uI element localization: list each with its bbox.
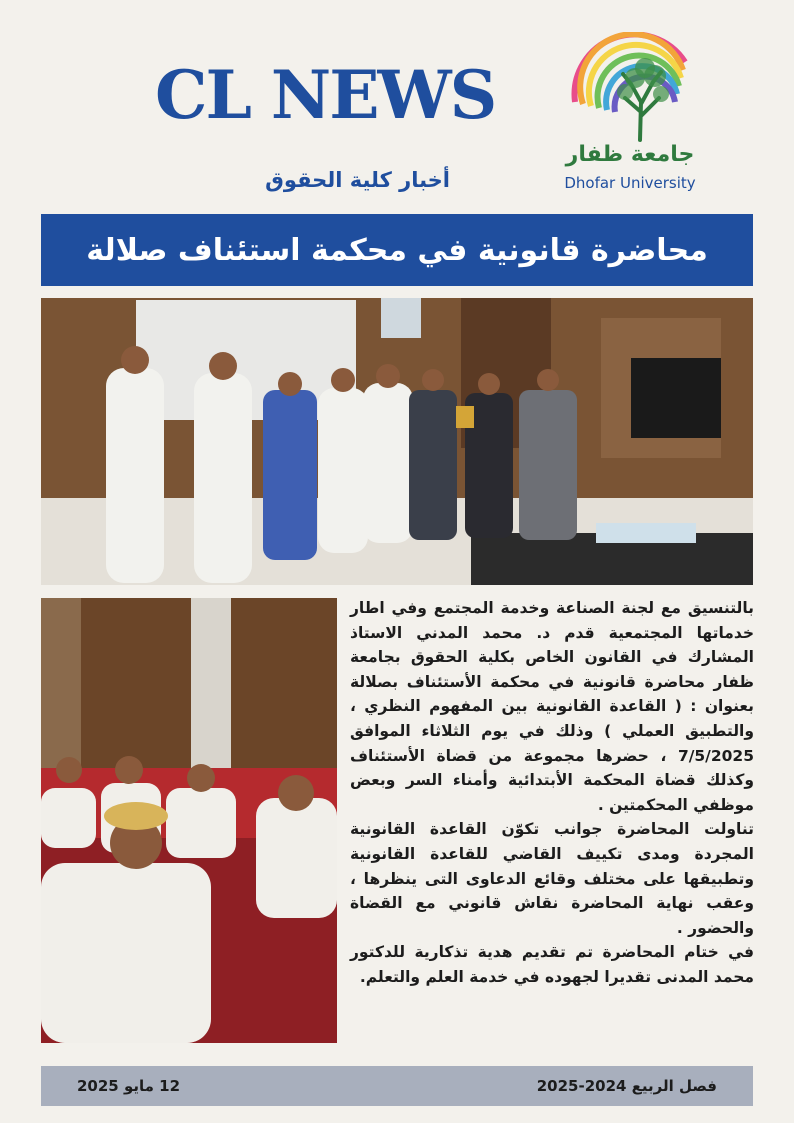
article-paragraph-1: بالتنسيق مع لجنة الصناعة وخدمة المجتمع وفي اطار خدماتها المجتمعية قدم د. محمد المدني الاستاذ المشارك في القانون الخاص بكلية الحقوق بجامعة ظفار محاضرة قانونية في محكمة الأستئناف بصلالة بعنوان : ( القاعدة القانونية بين المفهوم النظري ، والتطبيق العملي ) وذلك في يوم الثلاثاء الموافق 7/5/2025 ، حضرها مجموعة من قضاة الأستئناف وكذلك قضاة المحكمة الأبتدائية وأمناء السر وبعض موظفي المحكمتين .	[350, 599, 754, 814]
logo-english-name: Dhofar University	[564, 174, 696, 192]
article-paragraph-3: في ختام المحاضرة تم تقديم هدية تذكارية للدكتور محمد المدنى تقديرا لجهوده في خدمة العلم والتعلم.	[350, 943, 754, 986]
masthead-subtitle: أخبار كلية الحقوق	[265, 168, 450, 192]
masthead-title: CL NEWS	[155, 56, 496, 134]
footer-bar	[41, 1066, 753, 1106]
university-logo	[555, 32, 705, 197]
footer-semester: فصل الربيع 2024-2025	[536, 1077, 717, 1095]
tree-rainbow-icon	[555, 32, 705, 142]
logo-arabic-name: جامعة ظفار	[565, 142, 695, 167]
group-photo	[41, 298, 753, 585]
footer-date: 12 مايو 2025	[77, 1077, 181, 1095]
headline-text: محاضرة قانونية في محكمة استئناف صلالة	[86, 232, 708, 268]
headline-banner	[41, 214, 753, 286]
article-body	[350, 596, 754, 990]
article-paragraph-2: تناولت المحاضرة جوانب تكوّن القاعدة القانونية المجردة ومدى تكييف القاضي للقاعدة القانونية وتطبيقها على مختلف وقائع الدعاوى التى ينظرها ، وعقب نهاية المحاضرة نقاش قانوني مع القضاة والحضور .	[350, 820, 754, 937]
audience-photo	[41, 598, 337, 1043]
